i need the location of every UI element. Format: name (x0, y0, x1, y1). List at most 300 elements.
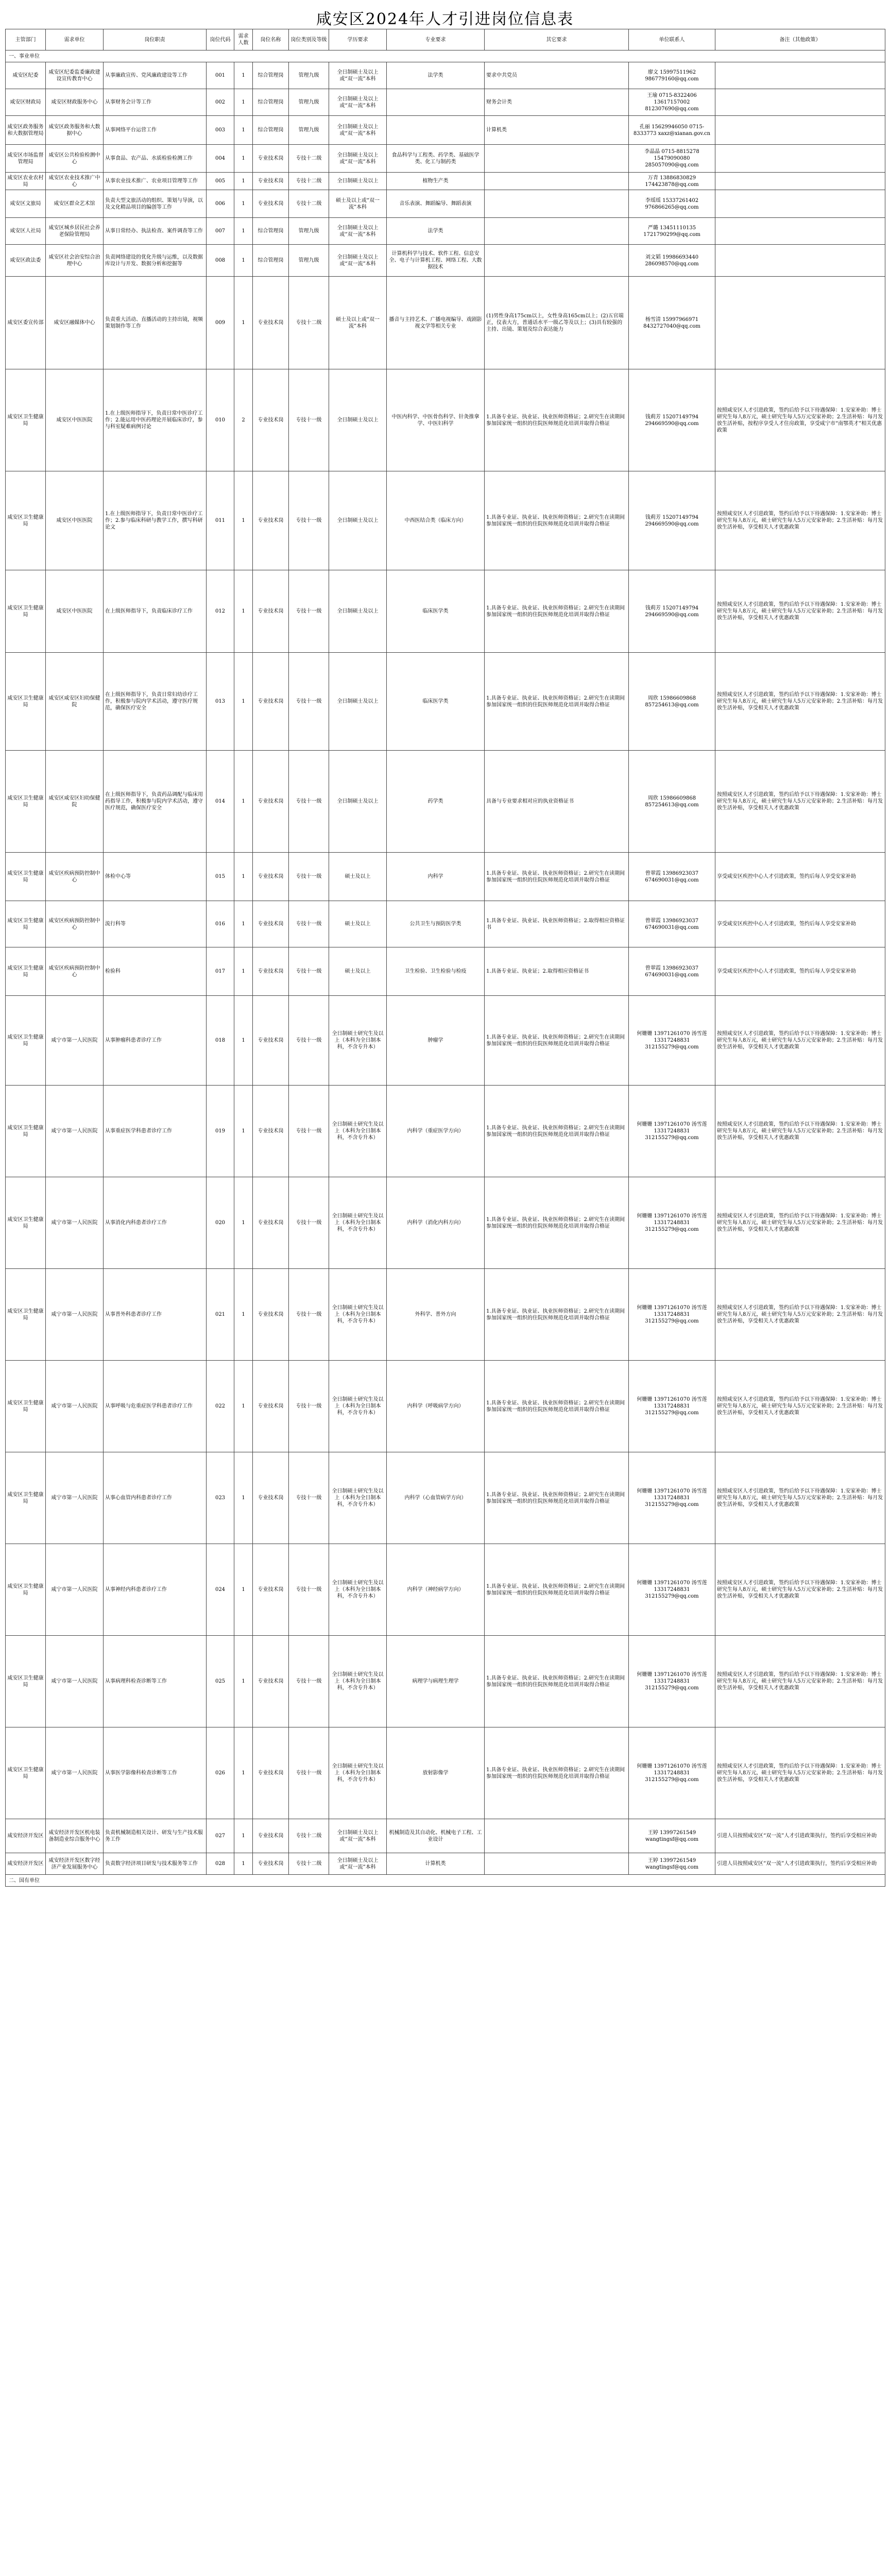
dept-cell: 咸安区卫生健康局 (6, 1086, 46, 1177)
note-cell: 按照咸安区人才引进政策，签约后给予以下待遇保障：1.安家补助：博士研究生每人8万元，硕士研究生每人5万元安家补助；2.生活补贴：每月发放生活补贴，享受相关人才优惠政策 (715, 1544, 885, 1636)
duty-cell: 从事神经内科患者诊疗工作 (104, 1544, 207, 1636)
post-name-cell: 专业技术岗 (253, 901, 289, 947)
count-cell: 1 (234, 570, 253, 653)
document-title: 咸安区2024年人才引进岗位信息表 (316, 10, 574, 28)
category-cell: 专技十一级 (289, 1361, 329, 1452)
duty-cell: 在上级医师指导下，负责临床诊疗工作 (104, 570, 207, 653)
contact-cell: 王瑜 0715-8322406 13617157002 812307690@qq.com (629, 89, 715, 116)
note-cell (715, 218, 885, 245)
dept-cell: 咸安区卫生健康局 (6, 1177, 46, 1269)
education-cell: 全日制硕士研究生及以上（本科为全日制本科，不含专升本） (329, 1177, 387, 1269)
table-row (6, 1361, 885, 1452)
duty-cell: 负责数字经济项目研发与技术服务等工作 (104, 1853, 207, 1875)
category-cell: 专技十一级 (289, 1269, 329, 1361)
category-cell: 专技十一级 (289, 996, 329, 1086)
note-cell: 按照咸安区人才引进政策，签约后给予以下待遇保障：1.安家补助：博士研究生每人8万元，硕士研究生每人5万元安家补助；2.生活补贴：每月发放生活补贴，享受相关人才优惠政策 (715, 1452, 885, 1544)
post-name-cell: 专业技术岗 (253, 1544, 289, 1636)
count-cell: 1 (234, 1452, 253, 1544)
header-cell: 岗位名称 (253, 29, 289, 50)
header-cell: 主管部门 (6, 29, 46, 50)
code-cell: 008 (207, 245, 234, 277)
post-name-cell: 专业技术岗 (253, 145, 289, 173)
other-req-cell (485, 218, 629, 245)
other-req-cell (485, 245, 629, 277)
duty-cell: 检验科 (104, 947, 207, 996)
other-req-cell: 1.具备专业证、执业证、执业医师资格证；2.研究生在读期间参加国家统一组织的住院医师规范化培训并取得合格证 (485, 653, 629, 751)
table-row (6, 190, 885, 218)
code-cell: 014 (207, 751, 234, 853)
education-cell: 全日制硕士及以上 (329, 570, 387, 653)
contact-cell: 李晶晶 0715-8815278 15479090080 285057090@qq.com (629, 145, 715, 173)
contact-cell: 钱莉芳 15207149794 294669590@qq.com (629, 369, 715, 471)
major-cell: 内科学（消化内科方向） (387, 1177, 485, 1269)
dept-cell: 咸安区卫生健康局 (6, 1361, 46, 1452)
contact-cell: 钱莉芳 15207149794 294669590@qq.com (629, 570, 715, 653)
education-cell: 全日制硕士及以上或“双一流”本科 (329, 62, 387, 89)
unit-cell: 咸安区咸安区妇幼保健院 (46, 653, 104, 751)
table-row (6, 1269, 885, 1361)
category-cell: 专技十一级 (289, 1452, 329, 1544)
dept-cell: 咸安区卫生健康局 (6, 1636, 46, 1727)
post-name-cell: 专业技术岗 (253, 996, 289, 1086)
category-cell: 专技十一级 (289, 853, 329, 901)
unit-cell: 咸安区政务服务和大数据中心 (46, 116, 104, 145)
duty-cell: 从事食品、农产品、水质检验检测工作 (104, 145, 207, 173)
major-cell: 肿瘤学 (387, 996, 485, 1086)
count-cell: 1 (234, 853, 253, 901)
note-cell (715, 116, 885, 145)
note-cell: 按照咸安区人才引进政策，签约后给予以下待遇保障：1.安家补助：博士研究生每人8万元，硕士研究生每人5万元安家补助；2.生活补贴：每月发放生活补贴，享受相关人才优惠政策 (715, 1636, 885, 1727)
education-cell: 全日制硕士研究生及以上（本科为全日制本科，不含专升本） (329, 1727, 387, 1819)
header-cell: 备注（其他政策） (715, 29, 885, 50)
category-cell: 管理九级 (289, 89, 329, 116)
unit-cell: 咸宁市第一人民医院 (46, 1452, 104, 1544)
contact-cell: 何姗姗 13971261070 汤雪莲 13317248831 312155279@qq.com (629, 996, 715, 1086)
unit-cell: 咸安区疾病预防控制中心 (46, 901, 104, 947)
education-cell: 全日制硕士及以上 (329, 369, 387, 471)
other-req-cell (485, 1819, 629, 1853)
post-name-cell: 专业技术岗 (253, 853, 289, 901)
other-req-cell: 要求中共党员 (485, 62, 629, 89)
dept-cell: 咸安区人社局 (6, 218, 46, 245)
major-cell: 卫生检验、卫生检验与检疫 (387, 947, 485, 996)
contact-cell: 严璐 13451110135 1721790299@qq.com (629, 218, 715, 245)
major-cell: 病理学与病理生理学 (387, 1636, 485, 1727)
note-cell: 享受咸安区疾控中心人才引进政策，签约后每人享受安家补助 (715, 901, 885, 947)
unit-cell: 咸安经济开发区机电装备制造业综合服务中心 (46, 1819, 104, 1853)
code-cell: 018 (207, 996, 234, 1086)
duty-cell: 从事重症医学科患者诊疗工作 (104, 1086, 207, 1177)
note-cell: 引进人员按照咸安区“双一流”人才引进政策执行，签约后享受相应补助 (715, 1853, 885, 1875)
note-cell: 按照咸安区人才引进政策，签约后给予以下待遇保障：1.安家补助：博士研究生每人8万元，硕士研究生每人5万元安家补助；2.生活补贴：每月发放生活补贴，享受相关人才优惠政策 (715, 1269, 885, 1361)
post-name-cell: 专业技术岗 (253, 751, 289, 853)
table-row (6, 1544, 885, 1636)
count-cell: 1 (234, 190, 253, 218)
table-row (6, 218, 885, 245)
major-cell: 法学类 (387, 218, 485, 245)
major-cell: 内科学（神经病学方向） (387, 1544, 485, 1636)
post-name-cell: 专业技术岗 (253, 471, 289, 570)
other-req-cell: (1)男性身高175cm以上，女性身高165cm以上；(2)五官端正，仪表大方，普通话水平一级乙等及以上；(3)具有较强的主持、出镜、策划及综合表达能力 (485, 277, 629, 369)
education-cell: 全日制硕士及以上或“双一流”本科 (329, 1819, 387, 1853)
dept-cell: 咸安区卫生健康局 (6, 1727, 46, 1819)
education-cell: 硕士及以上或“双一流”本科 (329, 190, 387, 218)
education-cell: 全日制硕士研究生及以上（本科为全日制本科，不含专升本） (329, 1544, 387, 1636)
contact-cell: 杨雪清 15997966971 8432727040@qq.com (629, 277, 715, 369)
dept-cell: 咸安区财政局 (6, 89, 46, 116)
code-cell: 006 (207, 190, 234, 218)
note-cell: 按照咸安区人才引进政策，签约后给予以下待遇保障：1.安家补助：博士研究生每人8万元，硕士研究生每人5万元安家补助；2.生活补贴：每月发放生活补贴，享受相关人才优惠政策 (715, 1177, 885, 1269)
dept-cell: 咸安区卫生健康局 (6, 1544, 46, 1636)
unit-cell: 咸宁市第一人民医院 (46, 1544, 104, 1636)
major-cell: 公共卫生与预防医学类 (387, 901, 485, 947)
education-cell: 全日制硕士及以上 (329, 471, 387, 570)
other-req-cell (485, 190, 629, 218)
code-cell: 005 (207, 173, 234, 190)
education-cell: 全日制硕士研究生及以上（本科为全日制本科，不含专升本） (329, 1452, 387, 1544)
duty-cell: 在上级医师指导下，负责药品调配与临床用药指导工作，积极参与院内学术活动，遵守医疗规范，确保医疗安全 (104, 751, 207, 853)
unit-cell: 咸安区公共检验检测中心 (46, 145, 104, 173)
other-req-cell: 1.具备专业证、执业证、执业医师资格证；2.研究生在读期间参加国家统一组织的住院医师规范化培训并取得合格证 (485, 1177, 629, 1269)
education-cell: 全日制硕士及以上或“双一流”本科 (329, 218, 387, 245)
dept-cell: 咸安区卫生健康局 (6, 1269, 46, 1361)
unit-cell: 咸安区城乡居民社会养老保险管理局 (46, 218, 104, 245)
code-cell: 015 (207, 853, 234, 901)
major-cell: 内科学（重症医学方向） (387, 1086, 485, 1177)
education-cell: 硕士及以上 (329, 853, 387, 901)
dept-cell: 咸安区卫生健康局 (6, 1452, 46, 1544)
duty-cell: 从事病理科检查诊断等工作 (104, 1636, 207, 1727)
other-req-cell: 1.具备专业证、执业证、执业医师资格证；2.研究生在读期间参加国家统一组织的住院医师规范化培训并取得合格证 (485, 1452, 629, 1544)
count-cell: 2 (234, 369, 253, 471)
count-cell: 1 (234, 996, 253, 1086)
contact-cell: 何姗姗 13971261070 汤雪莲 13317248831 312155279@qq.com (629, 1544, 715, 1636)
category-cell: 专技十一级 (289, 653, 329, 751)
header-cell: 其它要求 (485, 29, 629, 50)
header-cell: 岗位类别及等级 (289, 29, 329, 50)
unit-cell: 咸安区中医医院 (46, 471, 104, 570)
code-cell: 019 (207, 1086, 234, 1177)
table-row (6, 1853, 885, 1875)
note-cell: 按照咸安区人才引进政策，签约后给予以下待遇保障：1.安家补助：博士研究生每人8万元，硕士研究生每人5万元安家补助；2.生活补贴：每月发放生活补贴，按程序享受人才住房政策，享受咸宁市“南鄂英才”相关优惠政策 (715, 369, 885, 471)
code-cell: 013 (207, 653, 234, 751)
code-cell: 004 (207, 145, 234, 173)
note-cell (715, 89, 885, 116)
dept-cell: 咸安区政务服务和大数据管理局 (6, 116, 46, 145)
note-cell (715, 277, 885, 369)
duty-cell: 从事日常经办、执法检查、案件调查等工作 (104, 218, 207, 245)
post-name-cell: 综合管理岗 (253, 62, 289, 89)
category-cell: 管理九级 (289, 245, 329, 277)
category-cell: 专技十二级 (289, 1819, 329, 1853)
major-cell: 食品科学与工程类、药学类、基础医学类、化工与制药类 (387, 145, 485, 173)
section-row (6, 1875, 885, 1887)
post-name-cell: 专业技术岗 (253, 1853, 289, 1875)
code-cell: 024 (207, 1544, 234, 1636)
post-name-cell: 专业技术岗 (253, 653, 289, 751)
unit-cell: 咸安区农业技术推广中心 (46, 173, 104, 190)
post-name-cell: 专业技术岗 (253, 173, 289, 190)
unit-cell: 咸宁市第一人民医院 (46, 1727, 104, 1819)
dept-cell: 咸安经济开发区 (6, 1853, 46, 1875)
dept-cell: 咸安区市场监督管理局 (6, 145, 46, 173)
other-req-cell (485, 1853, 629, 1875)
unit-cell: 咸安区融媒体中心 (46, 277, 104, 369)
major-cell: 播音与主持艺术、广播电视编导、戏剧影视文学等相关专业 (387, 277, 485, 369)
category-cell: 专技十一级 (289, 901, 329, 947)
contact-cell: 何姗姗 13971261070 汤雪莲 13317248831 312155279@qq.com (629, 1086, 715, 1177)
table-row (6, 901, 885, 947)
count-cell: 1 (234, 1177, 253, 1269)
contact-cell: 何姗姗 13971261070 汤雪莲 13317248831 312155279@qq.com (629, 1361, 715, 1452)
contact-cell: 何姗姗 13971261070 汤雪莲 13317248831 312155279@qq.com (629, 1727, 715, 1819)
education-cell: 硕士及以上 (329, 901, 387, 947)
education-cell: 硕士及以上或“双一流”本科 (329, 277, 387, 369)
unit-cell: 咸安区社会治安综合治理中心 (46, 245, 104, 277)
table-row (6, 277, 885, 369)
major-cell: 机械制造及其自动化、机械电子工程、工业设计 (387, 1819, 485, 1853)
duty-cell: 1.在上级医师指导下，负责日常中医诊疗工作；2.参与临床科研与教学工作，撰写科研论文 (104, 471, 207, 570)
other-req-cell: 1.具备专业证、执业证、执业医师资格证；2.研究生在读期间参加国家统一组织的住院医师规范化培训并取得合格证 (485, 1727, 629, 1819)
count-cell: 1 (234, 1727, 253, 1819)
duty-cell: 从事廉政宣传、党风廉政建设等工作 (104, 62, 207, 89)
header-cell: 岗位代码 (207, 29, 234, 50)
count-cell: 1 (234, 1853, 253, 1875)
code-cell: 007 (207, 218, 234, 245)
category-cell: 专技十一级 (289, 1544, 329, 1636)
contact-cell: 廖文 15997511962 986779160@qq.com (629, 62, 715, 89)
other-req-cell: 1.具备专业证、执业证、执业医师资格证；2.研究生在读期间参加国家统一组织的住院医师规范化培训并取得合格证 (485, 853, 629, 901)
contact-cell: 周欣 15986609868 857254613@qq.com (629, 751, 715, 853)
major-cell: 音乐表演、舞蹈编导、舞蹈表演 (387, 190, 485, 218)
note-cell: 按照咸安区人才引进政策，签约后给予以下待遇保障：1.安家补助：博士研究生每人8万元，硕士研究生每人5万元安家补助；2.生活补贴：每月发放生活补贴，享受相关人才优惠政策 (715, 570, 885, 653)
dept-cell: 咸安区委宣传部 (6, 277, 46, 369)
count-cell: 1 (234, 145, 253, 173)
contact-cell: 何姗姗 13971261070 汤雪莲 13317248831 312155279@qq.com (629, 1269, 715, 1361)
contact-cell: 曾翠霞 13986923037 674690031@qq.com (629, 853, 715, 901)
category-cell: 管理九级 (289, 62, 329, 89)
count-cell: 1 (234, 116, 253, 145)
other-req-cell: 1.具备专业证、执业证、执业医师资格证；2.研究生在读期间参加国家统一组织的住院医师规范化培训并取得合格证 (485, 1361, 629, 1452)
header-cell: 岗位职责 (104, 29, 207, 50)
category-cell: 专技十二级 (289, 190, 329, 218)
count-cell: 1 (234, 947, 253, 996)
unit-cell: 咸安区纪委监委廉政建设宣传教育中心 (46, 62, 104, 89)
code-cell: 010 (207, 369, 234, 471)
post-name-cell: 综合管理岗 (253, 89, 289, 116)
count-cell: 1 (234, 62, 253, 89)
note-cell (715, 190, 885, 218)
dept-cell: 咸安区卫生健康局 (6, 471, 46, 570)
unit-cell: 咸宁市第一人民医院 (46, 1086, 104, 1177)
dept-cell: 咸安区文旅局 (6, 190, 46, 218)
note-cell: 按照咸安区人才引进政策，签约后给予以下待遇保障：1.安家补助：博士研究生每人8万元，硕士研究生每人5万元安家补助；2.生活补贴：每月发放生活补贴，享受相关人才优惠政策 (715, 471, 885, 570)
other-req-cell: 1.具备专业证、执业证、执业医师资格证；2.研究生在读期间参加国家统一组织的住院医师规范化培训并取得合格证 (485, 1636, 629, 1727)
other-req-cell: 1.具备专业证、执业证、执业医师资格证；2.研究生在读期间参加国家统一组织的住院医师规范化培训并取得合格证 (485, 369, 629, 471)
education-cell: 全日制硕士及以上或“双一流”本科 (329, 1853, 387, 1875)
table-row (6, 751, 885, 853)
note-cell: 享受咸安区疾控中心人才引进政策，签约后每人享受安家补助 (715, 853, 885, 901)
other-req-cell (485, 173, 629, 190)
category-cell: 专技十二级 (289, 145, 329, 173)
unit-cell: 咸安区群众艺术馆 (46, 190, 104, 218)
category-cell: 专技十一级 (289, 1727, 329, 1819)
dept-cell: 咸安区政法委 (6, 245, 46, 277)
duty-cell: 负责重大活动、直播活动的主持出镜，视频策划制作等工作 (104, 277, 207, 369)
category-cell: 管理九级 (289, 218, 329, 245)
unit-cell: 咸安区咸安区妇幼保健院 (46, 751, 104, 853)
post-name-cell: 专业技术岗 (253, 1636, 289, 1727)
dept-cell: 咸安区纪委 (6, 62, 46, 89)
education-cell: 全日制硕士及以上或“双一流”本科 (329, 145, 387, 173)
other-req-cell: 1.具备专业证、执业证、执业医师资格证；2.研究生在读期间参加国家统一组织的住院医师规范化培训并取得合格证 (485, 1086, 629, 1177)
table-row (6, 996, 885, 1086)
post-name-cell: 专业技术岗 (253, 1086, 289, 1177)
unit-cell: 咸安区中医医院 (46, 369, 104, 471)
major-cell: 中医内科学、中医骨伤科学、针灸推拿学、中医妇科学 (387, 369, 485, 471)
count-cell: 1 (234, 1361, 253, 1452)
duty-cell: 从事心血管内科患者诊疗工作 (104, 1452, 207, 1544)
category-cell: 专技十一级 (289, 1636, 329, 1727)
post-name-cell: 专业技术岗 (253, 369, 289, 471)
major-cell (387, 116, 485, 145)
other-req-cell: 财务会计类 (485, 89, 629, 116)
dept-cell: 咸安区卫生健康局 (6, 369, 46, 471)
post-name-cell: 专业技术岗 (253, 190, 289, 218)
note-cell (715, 62, 885, 89)
other-req-cell: 1.具备专业证、执业证、执业医师资格证；2.研究生在读期间参加国家统一组织的住院医师规范化培训并取得合格证 (485, 996, 629, 1086)
major-cell: 外科学、普外方向 (387, 1269, 485, 1361)
contact-cell: 李瑶瑶 15337261402 976866265@qq.com (629, 190, 715, 218)
contact-cell: 曾翠霞 13986923037 674690031@qq.com (629, 901, 715, 947)
post-name-cell: 专业技术岗 (253, 947, 289, 996)
contact-cell: 刘文韬 19986693440 286098570@qq.com (629, 245, 715, 277)
duty-cell: 负责网络建设的优化升级与运维，以及数据库设计与开发、数据分析和挖掘等 (104, 245, 207, 277)
post-name-cell: 专业技术岗 (253, 570, 289, 653)
other-req-cell: 1.具备专业证、执业证、执业医师资格证；2.研究生在读期间参加国家统一组织的住院医师规范化培训并取得合格证 (485, 1544, 629, 1636)
contact-cell: 王婷 13997261549 wangtingsf@qq.com (629, 1819, 715, 1853)
post-name-cell: 综合管理岗 (253, 218, 289, 245)
table-row (6, 1086, 885, 1177)
post-name-cell: 专业技术岗 (253, 1452, 289, 1544)
unit-cell: 咸宁市第一人民医院 (46, 1636, 104, 1727)
code-cell: 022 (207, 1361, 234, 1452)
code-cell: 023 (207, 1452, 234, 1544)
other-req-cell: 1.具备专业证、执业证、执业医师资格证；2.研究生在读期间参加国家统一组织的住院医师规范化培训并取得合格证 (485, 1269, 629, 1361)
note-cell: 按照咸安区人才引进政策，签约后给予以下待遇保障：1.安家补助：博士研究生每人8万元，硕士研究生每人5万元安家补助；2.生活补贴：每月发放生活补贴，享受相关人才优惠政策 (715, 1361, 885, 1452)
category-cell: 专技十一级 (289, 1177, 329, 1269)
duty-cell: 流行科等 (104, 901, 207, 947)
major-cell: 内科学（呼吸病学方向） (387, 1361, 485, 1452)
dept-cell: 咸安区卫生健康局 (6, 853, 46, 901)
contact-cell: 何姗姗 13971261070 汤雪莲 13317248831 312155279@qq.com (629, 1452, 715, 1544)
duty-cell: 从事消化内科患者诊疗工作 (104, 1177, 207, 1269)
table-row (6, 1819, 885, 1853)
note-cell (715, 173, 885, 190)
dept-cell: 咸安区卫生健康局 (6, 901, 46, 947)
table-row (6, 145, 885, 173)
major-cell: 植物生产类 (387, 173, 485, 190)
unit-cell: 咸安经济开发区数字经济产业发展服务中心 (46, 1853, 104, 1875)
duty-cell: 从事网络平台运营工作 (104, 116, 207, 145)
duty-cell: 从事普外科患者诊疗工作 (104, 1269, 207, 1361)
code-cell: 028 (207, 1853, 234, 1875)
major-cell: 内科学 (387, 853, 485, 901)
recruitment-table (5, 29, 885, 1887)
education-cell: 全日制硕士及以上或“双一流”本科 (329, 89, 387, 116)
education-cell: 全日制硕士及以上 (329, 751, 387, 853)
table-row (6, 245, 885, 277)
category-cell: 专技十二级 (289, 1853, 329, 1875)
code-cell: 003 (207, 116, 234, 145)
duty-cell: 从事农业技术推广、农业项目管理等工作 (104, 173, 207, 190)
category-cell: 专技十二级 (289, 173, 329, 190)
duty-cell: 从事财务会计等工作 (104, 89, 207, 116)
dept-cell: 咸安区卫生健康局 (6, 996, 46, 1086)
note-cell: 按照咸安区人才引进政策，签约后给予以下待遇保障：1.安家补助：博士研究生每人8万元，硕士研究生每人5万元安家补助；2.生活补贴：每月发放生活补贴，享受相关人才优惠政策 (715, 751, 885, 853)
unit-cell: 咸安区疾病预防控制中心 (46, 947, 104, 996)
count-cell: 1 (234, 471, 253, 570)
other-req-cell: 1.具备专业证、执业证、执业医师资格证；2.研究生在读期间参加国家统一组织的住院医师规范化培训并取得合格证 (485, 471, 629, 570)
code-cell: 027 (207, 1819, 234, 1853)
code-cell: 025 (207, 1636, 234, 1727)
other-req-cell: 计算机类 (485, 116, 629, 145)
education-cell: 全日制硕士及以上或“双一流”本科 (329, 245, 387, 277)
table-row (6, 1452, 885, 1544)
education-cell: 全日制硕士及以上 (329, 653, 387, 751)
contact-cell: 曾翠霞 13986923037 674690031@qq.com (629, 947, 715, 996)
other-req-cell (485, 145, 629, 173)
code-cell: 001 (207, 62, 234, 89)
header-cell: 学历要求 (329, 29, 387, 50)
count-cell: 1 (234, 277, 253, 369)
major-cell: 临床医学类 (387, 653, 485, 751)
education-cell: 全日制硕士及以上 (329, 173, 387, 190)
post-name-cell: 综合管理岗 (253, 116, 289, 145)
duty-cell: 在上级医师指导下，负责日常妇幼诊疗工作，积极参与院内学术活动，遵守医疗规范，确保医疗安全 (104, 653, 207, 751)
table-row (6, 947, 885, 996)
unit-cell: 咸安区财政服务中心 (46, 89, 104, 116)
contact-cell: 孔丽 15629946050 0715-8333773 xaxz@xianan.gov.cn (629, 116, 715, 145)
education-cell: 硕士及以上 (329, 947, 387, 996)
unit-cell: 咸安区中医医院 (46, 570, 104, 653)
header-cell: 专业要求 (387, 29, 485, 50)
count-cell: 1 (234, 1086, 253, 1177)
section-label: 一、事业单位 (6, 50, 885, 62)
category-cell: 专技十一级 (289, 369, 329, 471)
table-row (6, 570, 885, 653)
table-row (6, 369, 885, 471)
unit-cell: 咸宁市第一人民医院 (46, 1269, 104, 1361)
education-cell: 全日制硕士研究生及以上（本科为全日制本科，不含专升本） (329, 1636, 387, 1727)
post-name-cell: 专业技术岗 (253, 1819, 289, 1853)
table-row (6, 853, 885, 901)
count-cell: 1 (234, 1269, 253, 1361)
count-cell: 1 (234, 1636, 253, 1727)
dept-cell: 咸安区卫生健康局 (6, 751, 46, 853)
code-cell: 009 (207, 277, 234, 369)
major-cell (387, 89, 485, 116)
header-cell: 需求人数 (234, 29, 253, 50)
dept-cell: 咸安区卫生健康局 (6, 653, 46, 751)
contact-cell: 何姗姗 13971261070 汤雪莲 13317248831 312155279@qq.com (629, 1636, 715, 1727)
code-cell: 020 (207, 1177, 234, 1269)
dept-cell: 咸安区农业农村局 (6, 173, 46, 190)
code-cell: 026 (207, 1727, 234, 1819)
table-row (6, 62, 885, 89)
post-name-cell: 综合管理岗 (253, 245, 289, 277)
table-row (6, 653, 885, 751)
